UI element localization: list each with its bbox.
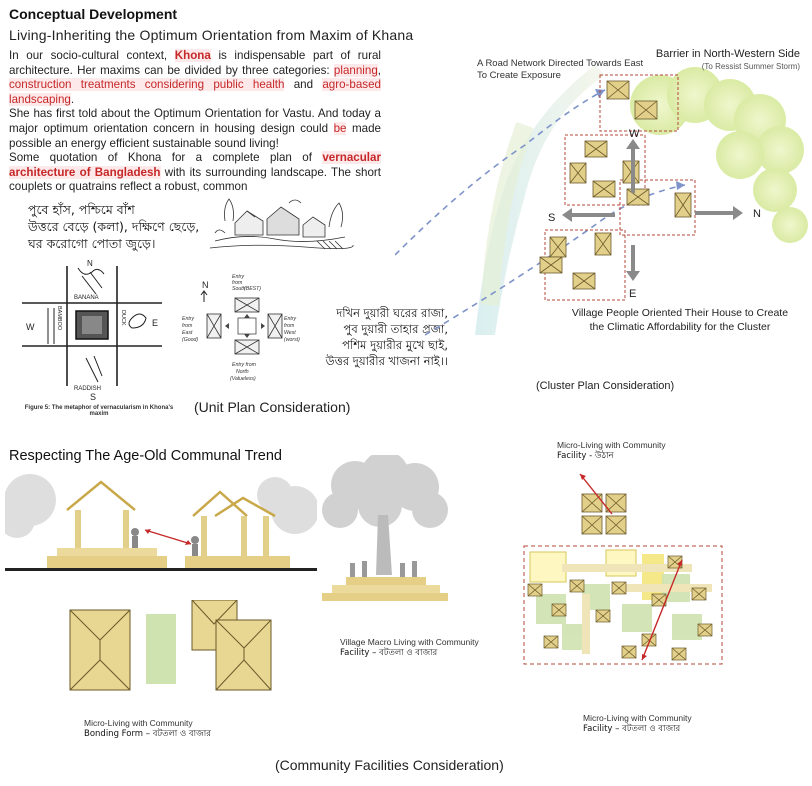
- grid-label-duck: DUCK: [120, 310, 126, 326]
- svg-text:Entry from: Entry from: [232, 362, 256, 368]
- highlight-construction: construction treatments considering public health: [9, 78, 285, 92]
- entry-direction-diagram: [180, 272, 315, 392]
- highlight-khona: Khona: [174, 49, 211, 62]
- grid-label-raddish: RADDISH: [74, 386, 102, 392]
- svg-text:North: North: [236, 369, 249, 375]
- grid-compass-e: E: [152, 318, 159, 328]
- uthan-label: Micro-Living with Community Facility - উঠান: [557, 440, 666, 461]
- intro-text: In our socio-cultural context, Khona is indispensable part of rural architecture. Her maxims can be divided by three categories: planning, construction treatments considering public health and agro-based landscaping. She has first told about the Optimum Orientation for Vastu. And today a major optimum orientation concern in housing design could be made possible an energy efficient sustainable sound living! Some quotation of Khona for a complete plan of vernacular architecture of Bangladesh with its surrounding landscape. The short couplets or quatrains reflect a robust, common: [9, 49, 382, 194]
- oriented-houses-label: Village People Oriented Their House to Create the Climatic Affordability for the Cluster: [571, 307, 789, 333]
- svg-text:from: from: [284, 323, 295, 329]
- svg-text:West: West: [284, 330, 296, 336]
- micro-facility-label: Micro-Living with Community Facility – বটতলা ও বাজার: [583, 713, 692, 734]
- svg-text:Entry: Entry: [232, 274, 245, 280]
- page-subtitle: Living-Inheriting the Optimum Orientation from Maxim of Khana: [9, 27, 414, 43]
- community-section-drawing: [5, 470, 317, 580]
- road-network-label: A Road Network Directed Towards East To Create Exposure: [477, 58, 644, 81]
- highlight-agro: agro-based landscaping: [9, 78, 381, 106]
- grid-compass-n: N: [87, 259, 93, 268]
- cluster-compass-n: N: [753, 208, 761, 220]
- macro-tree-drawing: [320, 455, 450, 610]
- entry-north-arrow: N: [202, 280, 209, 290]
- cluster-compass-w: W: [629, 128, 640, 140]
- grid-label-banana: BANANA: [74, 295, 99, 301]
- community-plan-drawing: [66, 600, 281, 695]
- svg-text:(Good): (Good): [182, 337, 199, 343]
- svg-text:East: East: [182, 330, 193, 336]
- svg-text:(worst): (worst): [284, 337, 300, 343]
- grid-label-bamboo: BAMBOO: [56, 306, 62, 331]
- page-title: Conceptual Development: [9, 6, 178, 22]
- micro-bonding-label: Micro-Living with Community Bonding Form – বটতলা ও বাজার: [84, 718, 211, 739]
- barrier-trees: [630, 67, 808, 243]
- svg-text:South: South: [232, 286, 246, 292]
- cluster-compass-s: S: [548, 212, 556, 224]
- svg-text:(Valueless): (Valueless): [230, 376, 256, 382]
- unit-plan-caption: (Unit Plan Consideration): [194, 399, 351, 415]
- svg-text:from: from: [182, 323, 193, 329]
- community-facility-plan: [522, 464, 727, 670]
- svg-text:from: from: [232, 280, 243, 286]
- macro-living-label: Village Macro Living with Community Facility – বটতলা ও বাজার: [340, 637, 479, 658]
- grid-compass-w: W: [26, 322, 35, 332]
- cluster-compass-e: E: [629, 288, 637, 300]
- bangla-maxim-orientation: পুবে হাঁস, পশ্চিমে বাঁশ উত্তরে বেড়ে (কলা), দক্ষিণে ছেড়ে, ঘর করোগো পোতা জুড়ে।: [28, 202, 200, 251]
- svg-text:Entry: Entry: [182, 316, 195, 322]
- highlight-planning: planning: [333, 63, 378, 77]
- community-heading: Respecting The Age-Old Communal Trend: [9, 448, 282, 464]
- village-sketch-image: [205, 193, 355, 255]
- figure-caption: Figure 5: The metaphor of vernacularism in Khona's maxim: [24, 405, 174, 417]
- highlight-vernacular: vernacular architecture of Bangladesh: [9, 151, 381, 179]
- barrier-sublabel: (To Ressist Summer Storm): [701, 62, 800, 71]
- svg-text:(BEST): (BEST): [244, 286, 262, 292]
- bangla-maxim-doors: দখিন দুয়ারী ঘরের রাজা, পুব দুয়ারী তাহার প্রজা, পশিম দুয়ারীর মুখে ছাই, উত্তর দুয়ারীর খাজনা নাই।।: [325, 306, 448, 368]
- khona-grid-diagram: [12, 258, 172, 403]
- barrier-label: Barrier in North-Western Side: [655, 48, 800, 60]
- community-caption: (Community Facilities Consideration): [275, 757, 504, 773]
- svg-text:Entry: Entry: [284, 316, 297, 322]
- cluster-plan-caption: (Cluster Plan Consideration): [536, 380, 675, 392]
- grid-compass-s: S: [90, 392, 97, 402]
